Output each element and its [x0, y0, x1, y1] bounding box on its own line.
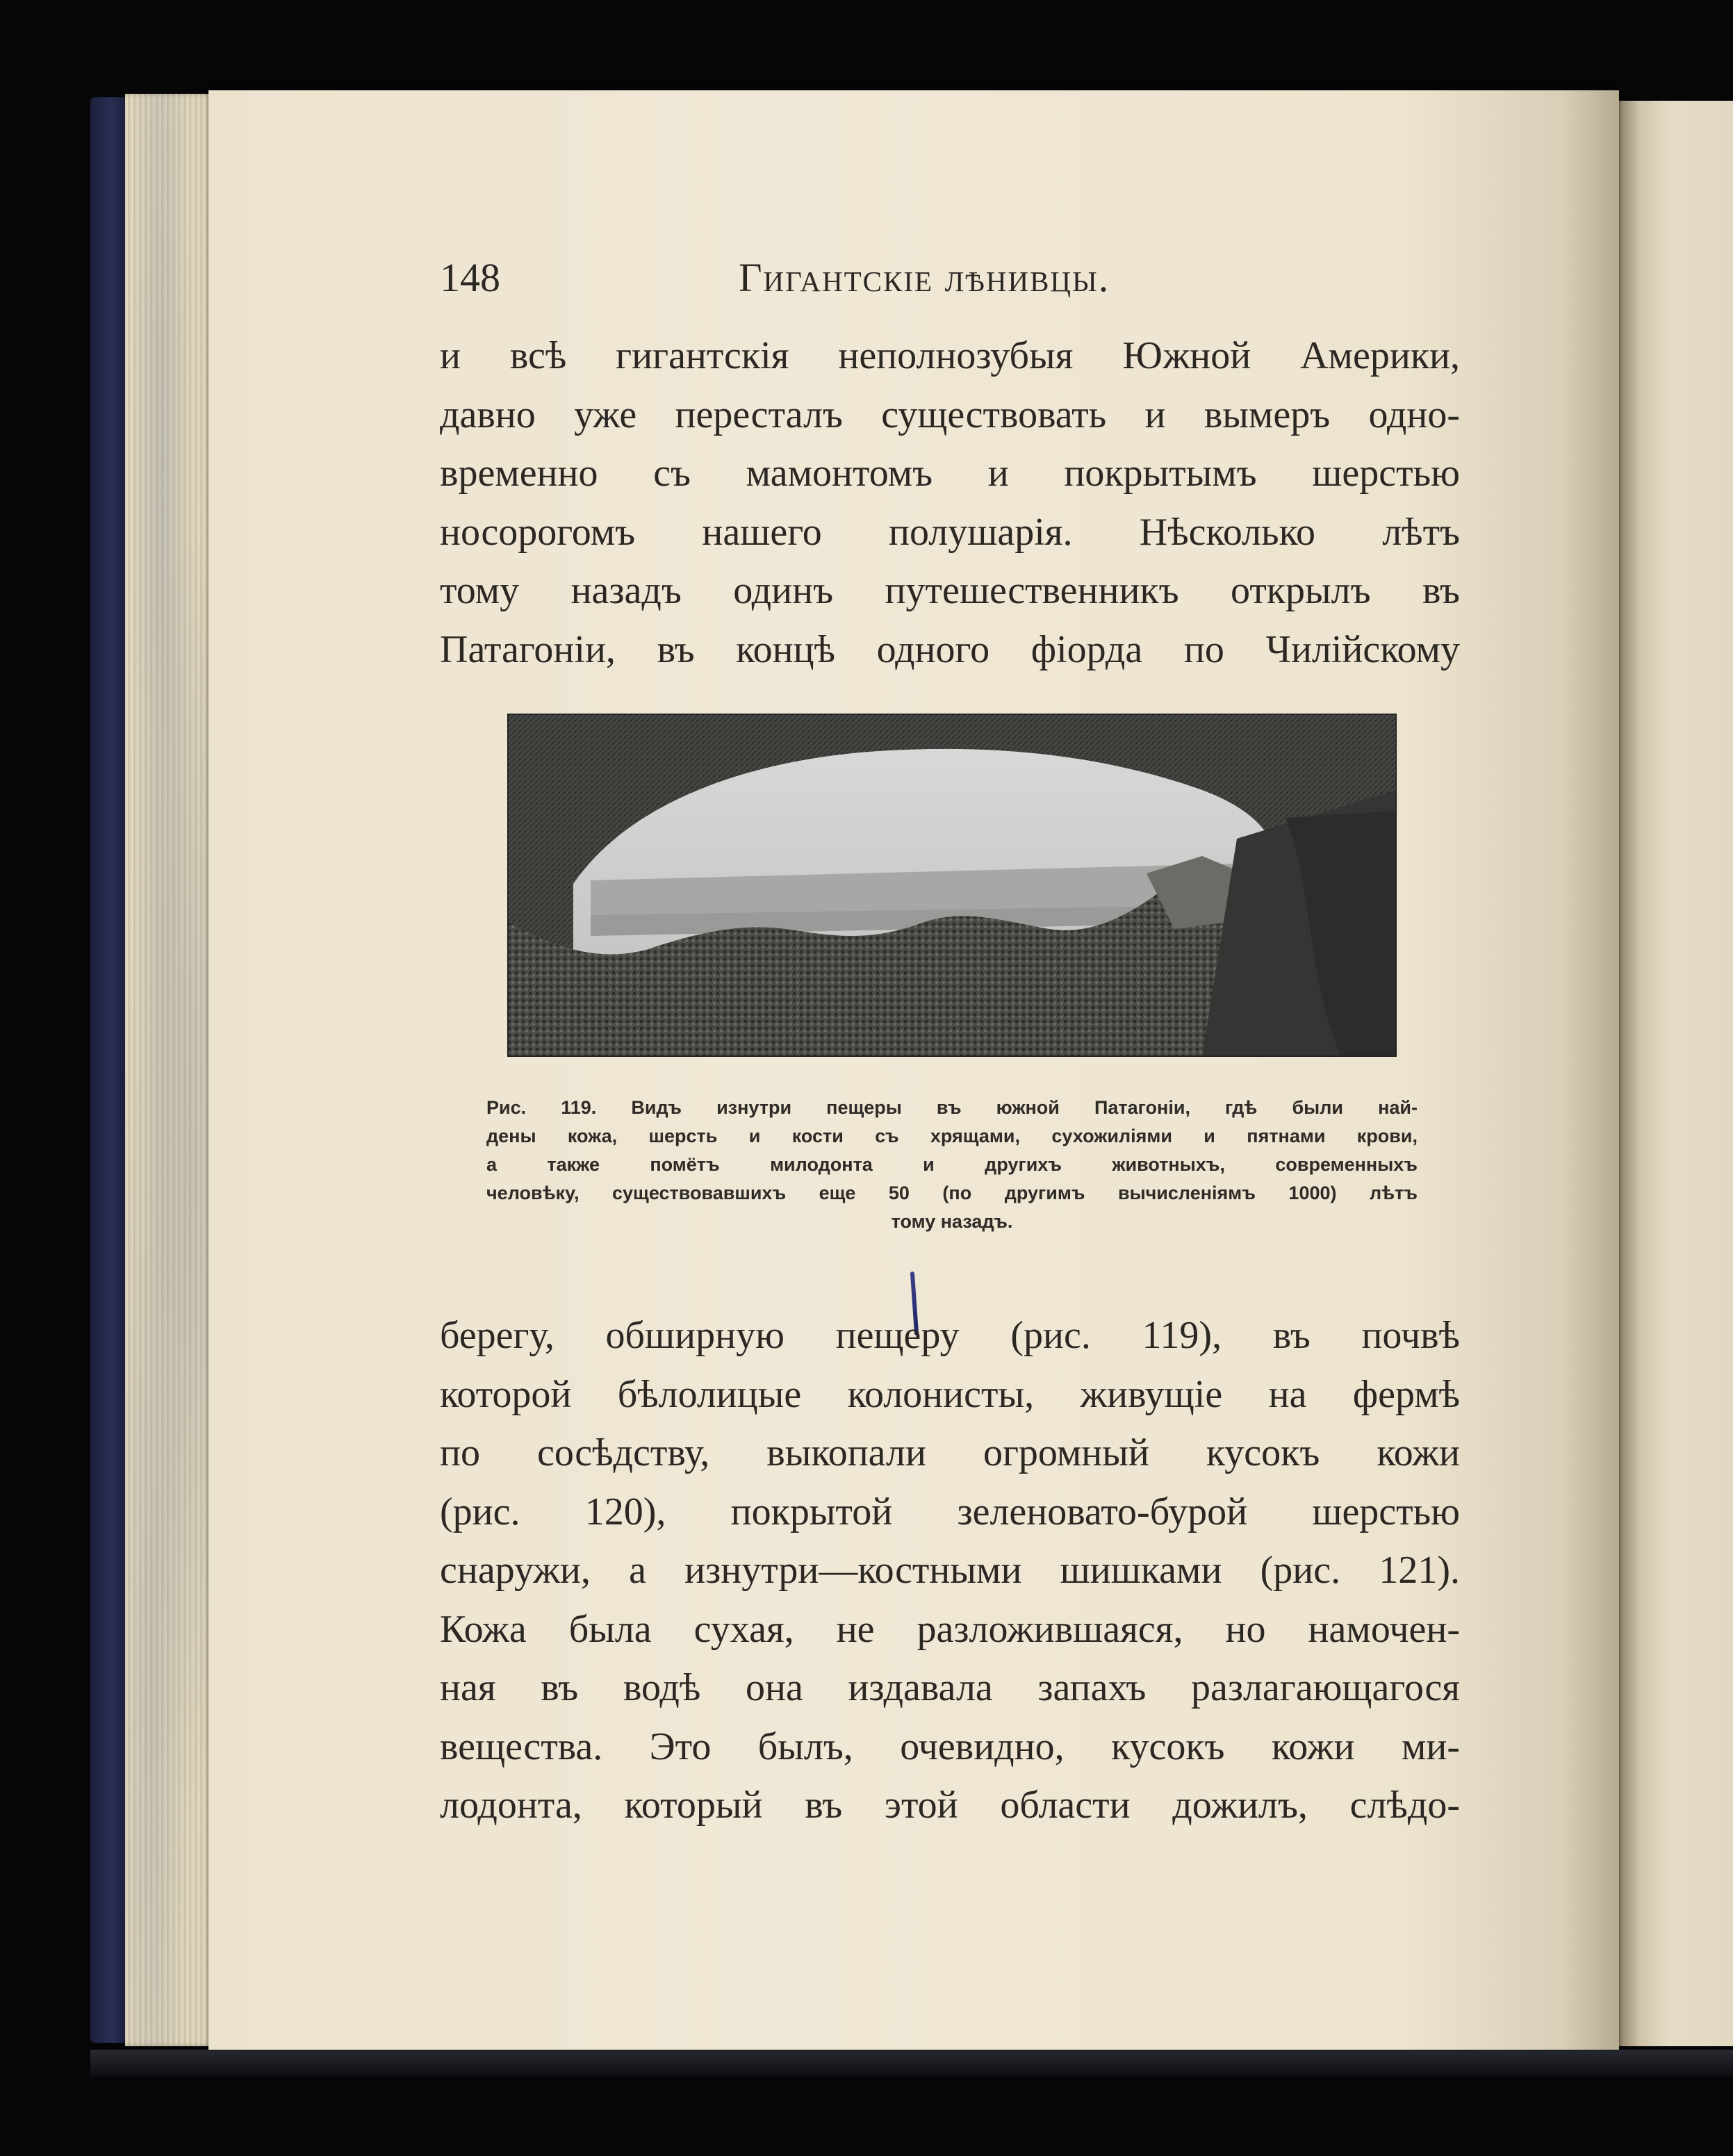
text-line: Кожа была сухая, не разложившаяся, но намочен-: [440, 1607, 1460, 1651]
caption-line: Рис. 119. Видъ изнутри пещеры въ южной Патагоніи, гдѣ были най-: [486, 1097, 1418, 1118]
paragraph-top: [440, 327, 1460, 679]
text-line: и всѣ гигантскія неполнозубыя Южной Америки,: [440, 334, 1460, 377]
text-line: снаружи, а изнутри—костными шишками (рис. 121).: [440, 1549, 1460, 1592]
book-bottom-board: [90, 2050, 1733, 2077]
facing-page-edge: [1619, 101, 1733, 2046]
caption-line: тому назадъ.: [891, 1211, 1013, 1232]
caption-line: а также помётъ милодонта и другихъ животныхъ, современныхъ: [486, 1154, 1418, 1175]
text-line: носорогомъ нашего полушарія. Нѣсколько лѣтъ: [440, 510, 1460, 554]
page-number: 148: [440, 255, 500, 300]
text-line: давно уже пересталъ существовать и вымеръ одно-: [440, 393, 1460, 436]
running-title: Гигантскіе лѣнивцы.: [739, 255, 1110, 300]
text-line: вещества. Это былъ, очевидно, кусокъ кожи ми-: [440, 1725, 1460, 1768]
marbled-edge: [125, 94, 215, 2046]
text-line: лодонта, который въ этой области дожилъ, слѣдо-: [440, 1784, 1460, 1827]
text-line: по сосѣдству, выкопали огромный кусокъ кожи: [440, 1431, 1460, 1474]
text-line: берегу, обширную пещеру (рис. 119), въ почвѣ: [440, 1314, 1460, 1357]
text-line: временно съ мамонтомъ и покрытымъ шерстью: [440, 452, 1460, 495]
paragraph-bottom: [440, 1306, 1460, 1835]
text-line: ная въ водѣ она издавала запахъ разлагающагося: [440, 1666, 1460, 1709]
text-line: (рис. 120), покрытой зеленовато-бурой шерстью: [440, 1490, 1460, 1533]
running-head: [440, 254, 1468, 302]
text-line: которой бѣлолицые колонисты, живущіе на фермѣ: [440, 1372, 1460, 1416]
text-line: тому назадъ одинъ путешественникъ открылъ въ: [440, 569, 1460, 612]
cave-photograph: [507, 714, 1397, 1057]
caption-line: дены кожа, шерсть и кости съ хрящами, сухожиліями и пятнами крови,: [486, 1126, 1418, 1146]
text-line: Патагоніи, въ концѣ одного фіорда по Чилійскому: [440, 627, 1460, 671]
caption-line: человѣку, существовавшихъ еще 50 (по другимъ вычисленіямъ 1000) лѣтъ: [486, 1183, 1418, 1203]
figure-caption: [486, 1094, 1418, 1236]
